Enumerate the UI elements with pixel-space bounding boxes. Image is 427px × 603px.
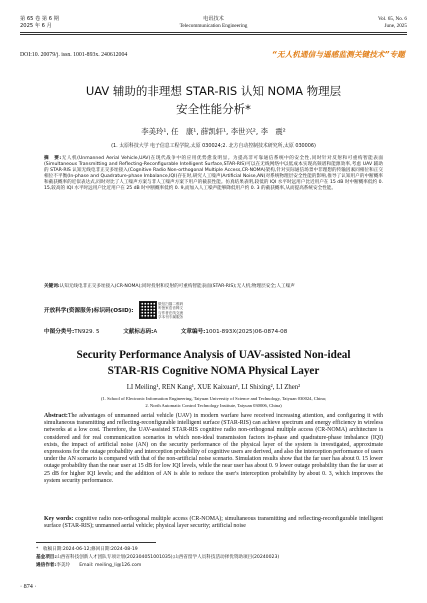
header-rule-thin (20, 34, 407, 35)
title-en-line1: Security Performance Analysis of UAV-assisted Non-ideal (76, 349, 351, 361)
page-number: · 874 · (20, 583, 37, 590)
date-cn: 2025 年 6 月 (20, 23, 52, 29)
footnote-received: * 收稿日期:2024-06-12;修回日期:2024-08-19 (36, 547, 138, 552)
affiliations-en-line2: 2. North Automatic Control Technology Institute, Taiyuan 030006, China) (145, 403, 282, 408)
footnote-fund-text: 山西省科技创新人才团队专项计划(202304051001035);山西省留学人员科技活动择优资助项目(20240023) (56, 555, 280, 560)
footnote-corresponding (36, 562, 141, 568)
title-en-line2: STAR-RIS Cognitive NOMA Physical Layer (107, 365, 320, 377)
osid-label: 开放科学(资源服务)标识码(OSID): (44, 308, 134, 314)
vol-en: Vol. 65, No. 6 (377, 16, 407, 22)
doi-line: DOI:10. 20079/j. issn. 1001-893x. 240612004 (20, 52, 128, 58)
keywords-en-label: Key words: (44, 516, 74, 522)
authors-en: LI Meiling¹, REN Kang¹, XUE Kaixuan¹, LI Shixing², LI Zhen² (126, 384, 301, 391)
article-no-label: 文章编号: (180, 329, 206, 335)
cls-value: TN929. 5 (74, 329, 100, 335)
doccode-value: A (153, 329, 158, 335)
header-rule (20, 32, 407, 33)
topic-banner: “无人机通信与遥感监测关键技术”专题 (271, 50, 405, 59)
article-no-value: 1001-893X(2025)06-0874-08 (205, 329, 288, 335)
footnote-received-text: 收稿日期:2024-06-12;修回日期:2024-08-19 (42, 547, 138, 552)
issue-cn: 第 65 卷 第 6 期 (20, 16, 59, 22)
footnote-corr-text: 李美玲 Email: meiling_li@126.com (56, 563, 142, 568)
keywords-cn (44, 284, 383, 290)
footnote-rule (36, 542, 156, 543)
affiliations-cn: (1. 太原科技大学 电子信息工程学院,太原 030024;2. 北方自动控制技术研究所,太原 030006) (111, 143, 316, 149)
keywords-en-text: cognitive radio non-orthogonal multiple access (CR-NOMA); simultaneous transmitting and reflecting-reconfigurable intelligent surface (STAR-RIS); unmanned aerial vehicle; physical layer security; artificial noise (44, 516, 383, 530)
abstract-en-text: The advantages of unmanned aerial vehicle (UAV) in modern warfare have received increasing attention, and configuring it with simultaneous transmitting and reflecting-reconfigurable intelligent surface (STAR-RIS) can achieve spectrum and energy efficiency in wireless networks at a low cost. Therefore, the UAV-assisted STAR-RIS cognitive radio non-orthogonal multiple access (CR-NOMA) architecture is considered and for real communication scenarios in which non-ideal transmission factors in-phase and quadrature-phase imbalance (IQI) exists, the impact of artificial noise (AN) on the security performance of the physical layer of the system is investigated, approximate expressions for the outage probability and interception probability of cognitive users are derived, and also the interception performance of users under the AN scenario is compared with that of the non-artificial noise scenario. Simulation results show that the far user has about 0. 15 lower outage probability than the near user at 15 dB for low IQI levels, while the near user has about 0. 9 lower outage probability than the far user at 25 dB for higher IQI levels; and the addition of AN is able to reduce the user's interception probability by about 0. 3, which improves the system security performance. (44, 413, 383, 484)
abstract-cn-label: 摘 要: (44, 156, 62, 161)
footnote-fund (36, 554, 396, 560)
abstract-cn (44, 156, 383, 193)
keywords-en (44, 516, 383, 530)
abstract-en (44, 413, 383, 485)
affiliations-en-line1: (1. School of Electronic Information Engineering, Taiyuan University of Science and Technology, Taiyuan 030024, China; (100, 396, 327, 401)
classification-line (44, 327, 383, 335)
doccode-label: 文献标志码: (123, 329, 154, 335)
abstract-cn-text: 无人机(Unmanned Aerial Vehicle,UAV)在现代战争中的应用优势愈发明显。为提高非可靠通信系统中的安全性,同时针对反射和可重构智能表面(Simultaneous Transmitting and Reflecting-Reconfigurable Intelligent Surface,STAR-RIS)可以在无线网络中以低成本实现高频谱和能源效率,考虑 UAV 辅助的 STAR-RIS 认知无线电非正交多址接入(Cognitive Radio Non-orthogonal Multiple Access,CR-NOMA)架构,针对实际通信场景中非理想的传输因素同相位和正交相位不平衡(In-phase and Quadrature-phase Imbalance,IQI)存在时,研究人工噪声(Artificial Noise,AN)对系统物理层安全性能的影响,推导了认知用户的中断概率和截获概率的近似表达式,同时对比了人工噪声方案与非人工噪声方案下用户的截获性能。仿真结果表明,较低的 IQI 水平时远用户比近用户在 15 dB 时中断概率低约 0. 15,较高的 IQI 水平时远用户比近用户在 25 dB 时中断概率低约 0. 9,而加入人工噪声能够降低用户约 0. 3 的截获概率,从而提高系统安全性能。 (44, 156, 384, 192)
authors-cn: 李美玲¹, 任 康¹, 薛凯轩¹, 李世兴², 李 震² (141, 127, 286, 136)
footnote-fund-label: 基金项目: (36, 555, 57, 560)
keywords-cn-text: 认知无线电非正交多址接入(CR-NOMA);同时投射和反射的可重构智能表面(STAR-RIS);无人机;物理层安全;人工噪声 (59, 284, 295, 289)
title-cn-line1: UAV 辅助的非理想 STAR-RIS 认知 NOMA 物理层 (85, 84, 342, 98)
cls-label: 中图分类号: (44, 329, 75, 335)
keywords-cn-label: 关键词: (44, 284, 60, 289)
abstract-en-label: Abstract: (44, 413, 68, 419)
journal-en: Telecommunication Engineering (179, 23, 248, 29)
footnote-corr-label: 通信作者: (36, 563, 57, 568)
title-cn-line2: 安全性能分析* (176, 102, 251, 116)
journal-cn: 电讯技术 (203, 16, 224, 22)
osid-qr-code[interactable] (139, 301, 157, 319)
osid-note: 微信扫描二维码 听独家语音释文 与作者在线交流 享本刊专属服务 (158, 302, 184, 319)
date-en: June, 2025 (384, 23, 407, 29)
